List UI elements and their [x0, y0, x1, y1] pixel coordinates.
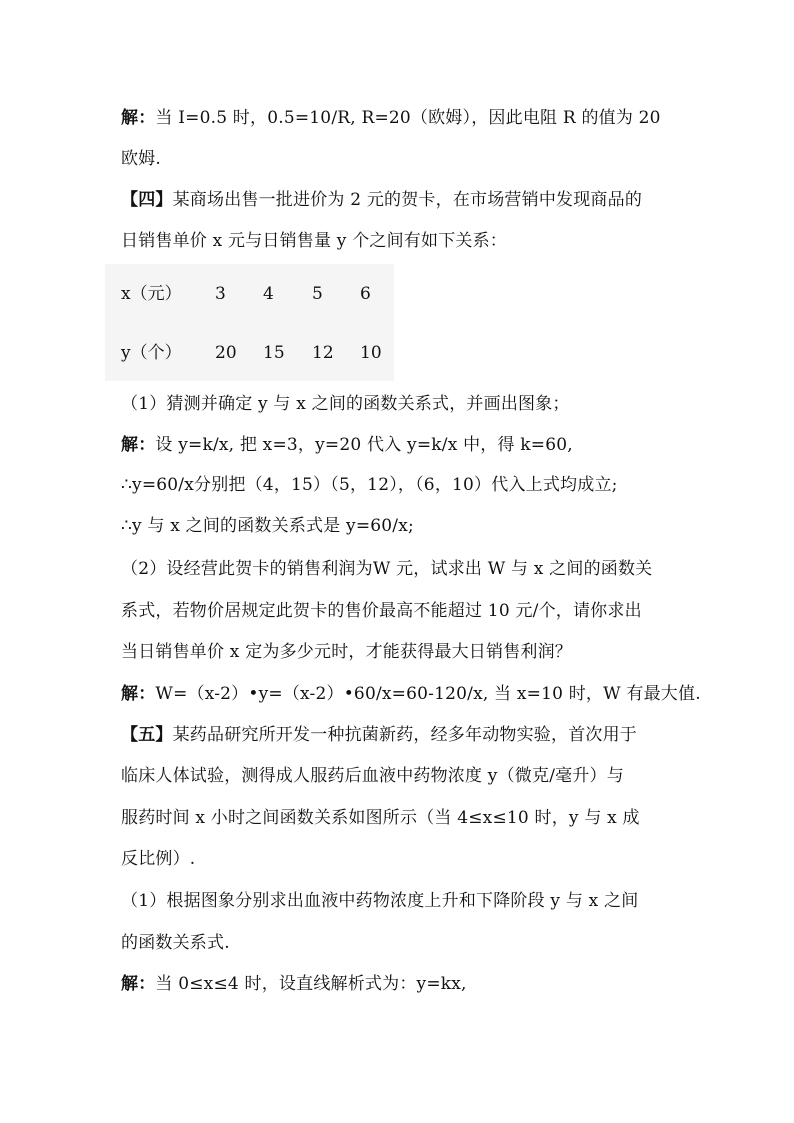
answer-label: 解：: [121, 684, 156, 704]
table-cell: 20: [215, 343, 237, 363]
answer-text: W=（x-2）•y=（x-2）•60/x=60-120/x, 当 x=10 时，W 有最大值.: [155, 684, 701, 704]
problem-number: 【五】: [121, 725, 173, 745]
text-line: [121, 847, 681, 871]
text-line: [121, 640, 681, 664]
line-text: ∴y 与 x 之间的函数关系式是 y=60/x;: [121, 516, 414, 536]
line-text: （1）根据图象分别求出血液中药物浓度上升和下降阶段 y 与 x 之间: [121, 891, 639, 911]
line-text: 当日销售单价 x 定为多少元时，才能获得最大日销售利润？: [121, 642, 572, 662]
question-line: [121, 557, 681, 581]
answer-line: [121, 972, 681, 996]
table-cell: 6: [360, 284, 371, 304]
problem-number: 【四】: [121, 190, 173, 210]
line-text: 服药时间 x 小时之间函数关系如图所示（当 4≤x≤10 时，y 与 x 成: [121, 808, 640, 828]
answer-label: 解：: [121, 108, 156, 128]
table-cell: 15: [263, 343, 285, 363]
line-text: 的函数关系式.: [121, 933, 230, 953]
answer-text: 当 0≤x≤4 时，设直线解析式为：y=kx,: [155, 974, 467, 994]
line-text: ∴y=60/x分别把（4，15）（5，12），（6，10）代入上式均成立;: [121, 475, 618, 495]
text-line: [121, 764, 681, 788]
table-cell: 5: [312, 284, 323, 304]
table-cell: 10: [360, 343, 382, 363]
text-line: [121, 229, 681, 253]
line-text: （2）设经营此贺卡的销售利润为W 元，试求出 W 与 x 之间的函数关: [121, 559, 653, 579]
answer-text: 设 y=k/x, 把 x=3，y=20 代入 y=k/x 中，得 k=60,: [155, 435, 573, 455]
answer-line: [121, 106, 681, 130]
text-line: [121, 473, 681, 497]
text-line: [121, 514, 681, 538]
question-line: [121, 392, 681, 416]
line-text: 反比例）.: [121, 849, 196, 869]
table-row-header: x（元）: [121, 284, 182, 304]
line-text: 临床人体试验，测得成人服药后血液中药物浓度 y（微克/毫升）与: [121, 766, 624, 786]
line-text: 系式，若物价居规定此贺卡的售价最高不能超过 10 元/个，请你求出: [121, 601, 642, 621]
text-line: [121, 806, 681, 830]
text-line: [121, 147, 681, 171]
table-cell: 3: [215, 284, 226, 304]
line-text: （1）猜测并确定 y 与 x 之间的函数关系式，并画出图象；: [121, 394, 570, 414]
table-cell: 4: [263, 284, 274, 304]
answer-line: [121, 433, 681, 457]
answer-line: [121, 682, 701, 706]
answer-text: 当 I=0.5 时，0.5=10/R, R=20（欧姆），因此电阻 R 的值为 20: [155, 108, 661, 128]
text-line: [121, 599, 681, 623]
table-row-header: y（个）: [121, 343, 182, 363]
problem-heading-line: [121, 723, 681, 747]
answer-label: 解：: [121, 974, 156, 994]
line-text: 日销售单价 x 元与日销售量 y 个之间有如下关系：: [121, 231, 508, 251]
line-text: 欧姆.: [121, 149, 162, 169]
problem-heading-line: [121, 188, 681, 212]
answer-label: 解：: [121, 435, 156, 455]
question-line: [121, 889, 681, 913]
price-sales-table: [105, 264, 394, 381]
problem-text: 某商场出售一批进价为 2 元的贺卡，在市场营销中发现商品的: [172, 190, 643, 210]
problem-text: 某药品研究所开发一种抗菌新药，经多年动物实验，首次用于: [172, 725, 638, 745]
table-cell: 12: [312, 343, 334, 363]
text-line: [121, 931, 681, 955]
